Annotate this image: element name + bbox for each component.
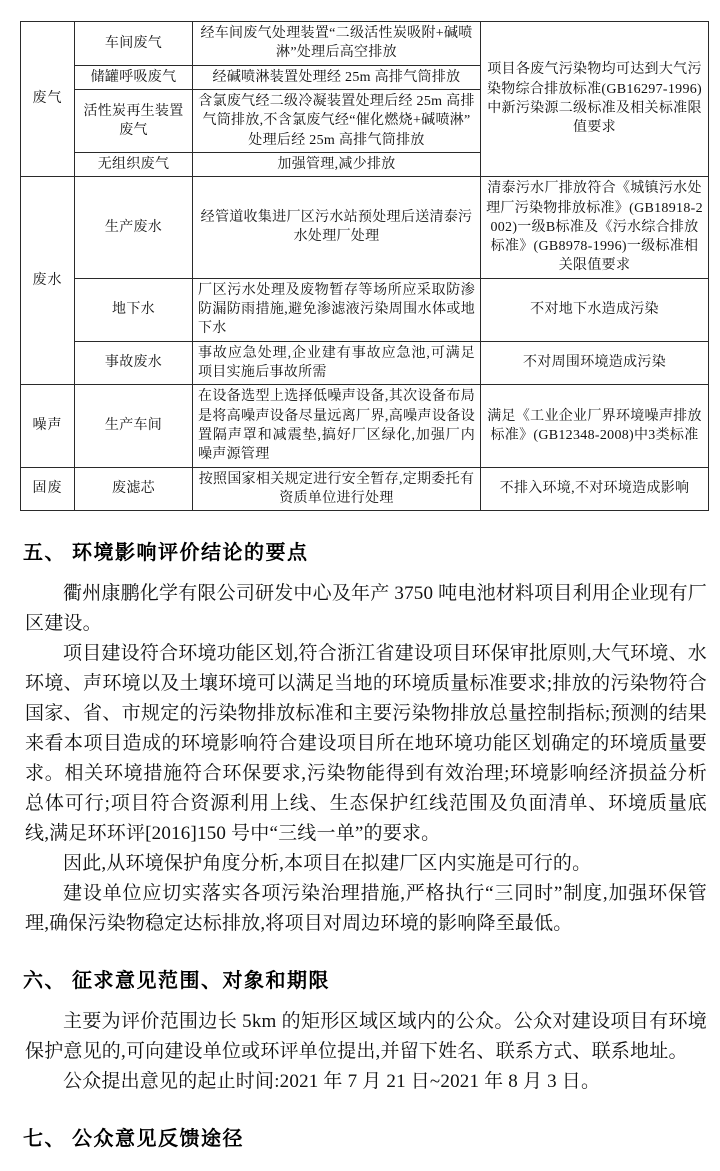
paragraph: 衢州康鹏化学有限公司研发中心及年产 3750 吨电池材料项目利用企业现有厂区建设。 [25, 583, 707, 635]
measure-cell-production-wastewater: 经管道收集进厂区污水站预处理后送清泰污水处理厂处理 [193, 177, 481, 279]
subtype-cell-tank-breathing-gas: 储罐呼吸废气 [75, 65, 193, 89]
table-row [21, 177, 709, 279]
section-heading-feedback-channels [23, 1122, 707, 1151]
measure-cell-waste-filter: 按照国家相关规定进行安全暂存,定期委托有资质单位进行处理 [193, 467, 481, 511]
subtype-cell-groundwater: 地下水 [75, 278, 193, 341]
section-number: 六、 [23, 970, 66, 993]
pollution-measures-table [20, 21, 709, 511]
measure-cell-groundwater: 厂区污水处理及废物暂存等场所应采取防渗防漏防雨措施,避免渗滤液污染周围水体或地下水 [193, 278, 481, 341]
measure-cell-workshop-gas: 经车间废气处理装置“二级活性炭吸附+碱喷淋”处理后高空排放 [193, 22, 481, 66]
table-row [21, 22, 709, 66]
category-cell-noise: 噪声 [21, 385, 75, 467]
category-cell-solid-waste: 固废 [21, 467, 75, 511]
subtype-cell-carbon-regeneration-gas: 活性炭再生装置废气 [75, 89, 193, 152]
paragraph: 因此,从环境保护角度分析,本项目在拟建厂区内实施是可行的。 [63, 853, 592, 875]
measure-cell-fugitive-gas: 加强管理,减少排放 [193, 152, 481, 176]
table-row [21, 385, 709, 467]
subtype-cell-accident-wastewater: 事故废水 [75, 341, 193, 385]
section-number: 七、 [23, 1128, 66, 1151]
subtype-cell-waste-filter: 废滤芯 [75, 467, 193, 511]
section-number: 五、 [23, 542, 66, 565]
subtype-cell-workshop-gas: 车间废气 [75, 22, 193, 66]
conclusion-cell-groundwater: 不对地下水造成污染 [481, 278, 709, 341]
conclusion-cell-accident-wastewater: 不对周围环境造成污染 [481, 341, 709, 385]
section-title: 环境影响评价结论的要点 [72, 542, 309, 565]
section-title: 公众意见反馈途径 [72, 1128, 244, 1151]
conclusion-cell-noise: 满足《工业企业厂界环境噪声排放标准》(GB12348-2008)中3类标准 [481, 385, 709, 467]
subtype-cell-production-workshop: 生产车间 [75, 385, 193, 467]
category-cell-waste-water: 废水 [21, 177, 75, 385]
paragraph: 主要为评价范围边长 5km 的矩形区域区域内的公众。公众对建设项目有环境保护意见的,可向建设单位或环评单位提出,并留下姓名、联系方式、联系地址。 [25, 1011, 707, 1063]
conclusion-cell-production-wastewater: 清泰污水厂排放符合《城镇污水处理厂污染物排放标准》(GB18918-2002)一级B标准及《污水综合排放标准》(GB8978-1996)一级标准相关限值要求 [481, 177, 709, 279]
measure-cell-accident-wastewater: 事故应急处理,企业建有事故应急池,可满足项目实施后事故所需 [193, 341, 481, 385]
measure-cell-tank-breathing-gas: 经碱喷淋装置处理经 25m 高排气筒排放 [193, 65, 481, 89]
table-row [21, 278, 709, 341]
paragraph: 项目建设符合环境功能区划,符合浙江省建设项目环保审批原则,大气环境、水环境、声环境以及土壤环境可以满足当地的环境质量标准要求;排放的污染物符合国家、省、市规定的污染物排放标准和主要污染物排放总量控制指标;预测的结果来看本项目造成的环境影响符合建设项目所在地环境功能区划确定的环境质量要求。相关环境措施符合环保要求,污染物能得到有效治理;环境影响经济损益分析总体可行;项目符合资源利用上线、生态保护红线范围及负面清单、环境质量底线,满足环环评[2016]150 号中“三线一单”的要求。 [25, 643, 707, 845]
table-row [21, 467, 709, 511]
measure-cell-noise: 在设备选型上选择低噪声设备,其次设备布局是将高噪声设备尽量远离厂界,高噪声设备设置隔声罩和减震垫,搞好厂区绿化,加强厂内噪声源管理 [193, 385, 481, 467]
section-heading-solicitation-scope [23, 964, 707, 993]
paragraph: 建设单位应切实落实各项污染治理措施,严格执行“三同时”制度,加强环保管理,确保污染物稳定达标排放,将项目对周边环境的影响降至最低。 [25, 883, 707, 935]
category-cell-waste-gas: 废气 [21, 22, 75, 177]
subtype-cell-production-wastewater: 生产废水 [75, 177, 193, 279]
section-heading-conclusion [23, 536, 707, 565]
subtype-cell-fugitive-gas: 无组织废气 [75, 152, 193, 176]
section-title: 征求意见范围、对象和期限 [72, 970, 330, 993]
table-row [21, 341, 709, 385]
conclusion-cell-waste-gas: 项目各废气污染物均可达到大气污染物综合排放标准(GB16297-1996)中新污染源二级标准及相关标准限值要求 [481, 22, 709, 177]
conclusion-cell-solid-waste: 不排入环境,不对环境造成影响 [481, 467, 709, 511]
measure-cell-carbon-regeneration-gas: 含氯废气经二级冷凝装置处理后经 25m 高排气筒排放,不含氯废气经“催化燃烧+碱喷淋”处理后经 25m 高排气筒排放 [193, 89, 481, 152]
paragraph: 公众提出意见的起止时间:2021 年 7 月 21 日~2021 年 8 月 3 日。 [63, 1071, 601, 1093]
